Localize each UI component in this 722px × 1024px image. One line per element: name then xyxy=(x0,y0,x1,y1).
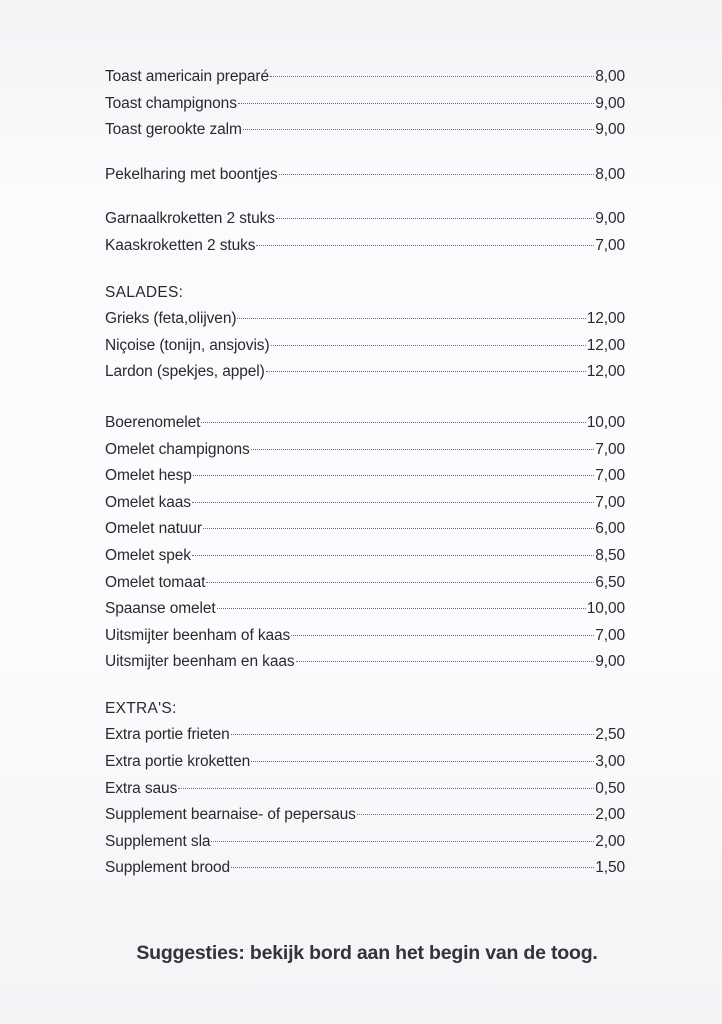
menu-item xyxy=(105,543,625,570)
item-price: 10,00 xyxy=(586,413,625,431)
item-price: 9,00 xyxy=(595,94,625,112)
spacer xyxy=(105,188,625,206)
dot-leader xyxy=(203,528,594,529)
dot-leader xyxy=(251,761,594,762)
item-name: Toast gerookte zalm xyxy=(105,121,242,139)
menu-item xyxy=(105,596,625,623)
item-price: 8,50 xyxy=(595,546,625,564)
item-name: Omelet hesp xyxy=(105,467,192,485)
item-price: 7,00 xyxy=(595,440,625,458)
dot-leader xyxy=(243,129,594,130)
menu-list xyxy=(105,64,625,882)
item-price: 12,00 xyxy=(586,336,625,354)
item-price: 2,00 xyxy=(595,806,625,824)
menu-item xyxy=(105,490,625,517)
dot-leader xyxy=(217,608,586,609)
suggestions-text: Suggesties: bekijk bord aan het begin van de toog. xyxy=(136,942,598,964)
item-price: 12,00 xyxy=(586,363,625,381)
item-name: Omelet tomaat xyxy=(105,573,206,591)
item-price: 8,00 xyxy=(595,68,625,85)
spacer xyxy=(105,144,625,162)
item-price: 7,00 xyxy=(595,493,625,511)
item-name: Toast americain preparé xyxy=(105,68,269,85)
item-name: Omelet champignons xyxy=(105,440,250,458)
dot-leader xyxy=(270,76,594,77)
menu-item xyxy=(105,410,625,437)
menu-item xyxy=(105,333,625,360)
item-name: Extra portie frieten xyxy=(105,726,230,744)
item-price: 12,00 xyxy=(586,310,625,328)
section-heading-extras: EXTRA'S: xyxy=(105,699,177,717)
item-name: Garnaalkroketten 2 stuks xyxy=(105,210,275,228)
dot-leader xyxy=(357,814,594,815)
dot-leader xyxy=(231,734,595,735)
menu-item xyxy=(105,829,625,856)
item-name: Boerenomelet xyxy=(105,413,201,431)
dot-leader xyxy=(256,245,594,246)
item-name: Supplement bearnaise- of pepersaus xyxy=(105,806,356,824)
item-price: 9,00 xyxy=(595,653,625,671)
spacer xyxy=(105,386,625,410)
menu-item xyxy=(105,516,625,543)
menu-item xyxy=(105,722,625,749)
item-name: Pekelharing met boontjes xyxy=(105,165,278,183)
menu-item xyxy=(105,206,625,233)
item-name: Uitsmijter beenham of kaas xyxy=(105,626,291,644)
menu-item xyxy=(105,306,625,333)
dot-leader xyxy=(291,635,594,636)
menu-item xyxy=(105,233,625,260)
item-name: Kaaskroketten 2 stuks xyxy=(105,236,256,254)
menu-item xyxy=(105,802,625,829)
item-name: Toast champignons xyxy=(105,94,237,112)
item-name: Omelet spek xyxy=(105,546,191,564)
menu-item xyxy=(105,749,625,776)
menu-item xyxy=(105,776,625,803)
menu-item xyxy=(105,649,625,676)
menu-item xyxy=(105,570,625,597)
item-name: Omelet kaas xyxy=(105,493,191,511)
item-name: Grieks (feta,olijven) xyxy=(105,310,237,328)
dot-leader xyxy=(279,174,595,175)
item-name: Omelet natuur xyxy=(105,520,202,538)
item-price: 1,50 xyxy=(595,859,625,877)
menu-item xyxy=(105,463,625,490)
item-price: 9,00 xyxy=(595,210,625,228)
item-price: 0,50 xyxy=(595,779,625,797)
dot-leader xyxy=(231,867,594,868)
menu-item xyxy=(105,162,625,189)
item-price: 7,00 xyxy=(595,467,625,485)
dot-leader xyxy=(192,502,594,503)
dot-leader xyxy=(192,555,594,556)
section-heading-salades: SALADES: xyxy=(105,283,184,301)
item-price: 3,00 xyxy=(595,753,625,771)
menu-item xyxy=(105,91,625,118)
dot-leader xyxy=(266,371,586,372)
spacer xyxy=(105,676,625,696)
item-name: Niçoise (tonijn, ansjovis) xyxy=(105,336,270,354)
menu-item xyxy=(105,64,625,91)
dot-leader xyxy=(211,841,594,842)
item-price: 9,00 xyxy=(595,121,625,139)
item-name: Lardon (spekjes, appel) xyxy=(105,363,265,381)
item-price: 10,00 xyxy=(586,600,625,618)
item-price: 6,50 xyxy=(595,573,625,591)
menu-item xyxy=(105,359,625,386)
item-price: 7,00 xyxy=(595,236,625,254)
dot-leader xyxy=(276,218,594,219)
menu-item xyxy=(105,117,625,144)
item-name: Spaanse omelet xyxy=(105,600,216,618)
dot-leader xyxy=(238,103,594,104)
menu-item xyxy=(105,855,625,882)
item-name: Supplement brood xyxy=(105,859,231,877)
dot-leader xyxy=(193,475,594,476)
item-price: 2,50 xyxy=(595,726,625,744)
item-price: 7,00 xyxy=(595,626,625,644)
item-name: Supplement sla xyxy=(105,832,211,850)
dot-leader xyxy=(271,345,586,346)
dot-leader xyxy=(206,582,594,583)
menu-item xyxy=(105,623,625,650)
menu-item xyxy=(105,437,625,464)
item-name: Uitsmijter beenham en kaas xyxy=(105,653,295,671)
item-name: Extra portie kroketten xyxy=(105,753,251,771)
suggestions-note xyxy=(0,942,722,965)
item-price: 2,00 xyxy=(595,832,625,850)
item-price: 8,00 xyxy=(595,165,625,183)
dot-leader xyxy=(251,449,595,450)
dot-leader xyxy=(296,661,595,662)
dot-leader xyxy=(201,422,585,423)
dot-leader xyxy=(237,318,585,319)
dot-leader xyxy=(178,788,594,789)
spacer xyxy=(105,260,625,280)
item-price: 6,00 xyxy=(595,520,625,538)
item-name: Extra saus xyxy=(105,779,178,797)
